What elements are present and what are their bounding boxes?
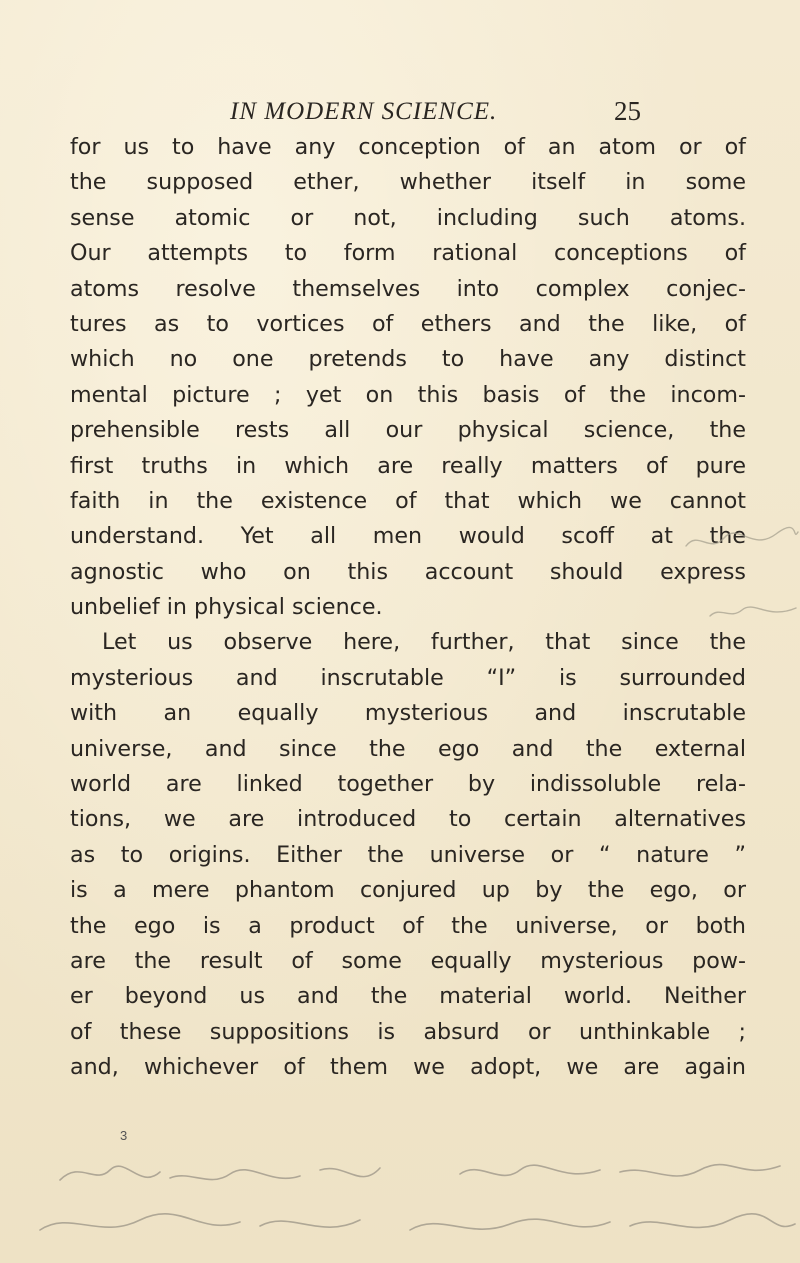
paragraph-first-line: Let us observe here, further, that since the <box>102 629 746 656</box>
text-line: is a mere phantom conjured up by the ego, or <box>70 877 746 904</box>
text-line: Our attempts to form rational conceptions of <box>70 240 746 267</box>
text-line: prehensible rests all our physical science, the <box>70 417 746 444</box>
text-line: which no one pretends to have any distinct <box>70 346 746 373</box>
text-line: tions, we are introduced to certain alternatives <box>70 806 746 833</box>
text-line: as to origins. Either the universe or “ nature ” <box>70 841 746 868</box>
signature-mark: 3 <box>120 1128 128 1143</box>
running-title: IN MODERN SCIENCE. <box>230 98 498 125</box>
page-number: 25 <box>614 96 641 126</box>
text-line: for us to have any conception of an atom or of <box>70 134 746 160</box>
running-head <box>0 98 800 128</box>
text-line: first truths in which are really matters of pure <box>70 452 746 479</box>
text-line: understand. Yet all men would scoff at the <box>70 523 746 550</box>
text-line: atoms resolve themselves into complex conjec- <box>70 275 746 302</box>
text-line: sense atomic or not, including such atoms. <box>70 204 746 231</box>
body-text <box>70 130 746 1086</box>
text-line: of these suppositions is absurd or unthinkable ; <box>70 1018 746 1045</box>
text-line: unbelief in physical science. <box>70 594 383 621</box>
text-line: and, whichever of them we adopt, we are again <box>70 1054 746 1081</box>
text-line: with an equally mysterious and inscrutable <box>70 700 746 727</box>
text-line: agnostic who on this account should express <box>70 558 746 585</box>
text-line: mental picture ; yet on this basis of the incom- <box>70 381 746 408</box>
text-line: the ego is a product of the universe, or both <box>70 912 746 939</box>
text-line: tures as to vortices of ethers and the like, of <box>70 310 746 337</box>
handwritten-annotation-scribble <box>0 1140 800 1263</box>
margin-scribble-right <box>676 520 800 560</box>
margin-scribble-right-2 <box>680 598 800 626</box>
text-line: universe, and since the ego and the external <box>70 735 746 762</box>
text-line: world are linked together by indissoluble rela- <box>70 771 746 798</box>
text-line: er beyond us and the material world. Neither <box>70 983 746 1010</box>
text-line: are the result of some equally mysterious pow- <box>70 947 746 974</box>
text-line: the supposed ether, whether itself in some <box>70 169 746 196</box>
text-line: faith in the existence of that which we cannot <box>70 487 746 514</box>
text-line: mysterious and inscrutable “I” is surrounded <box>70 664 746 691</box>
